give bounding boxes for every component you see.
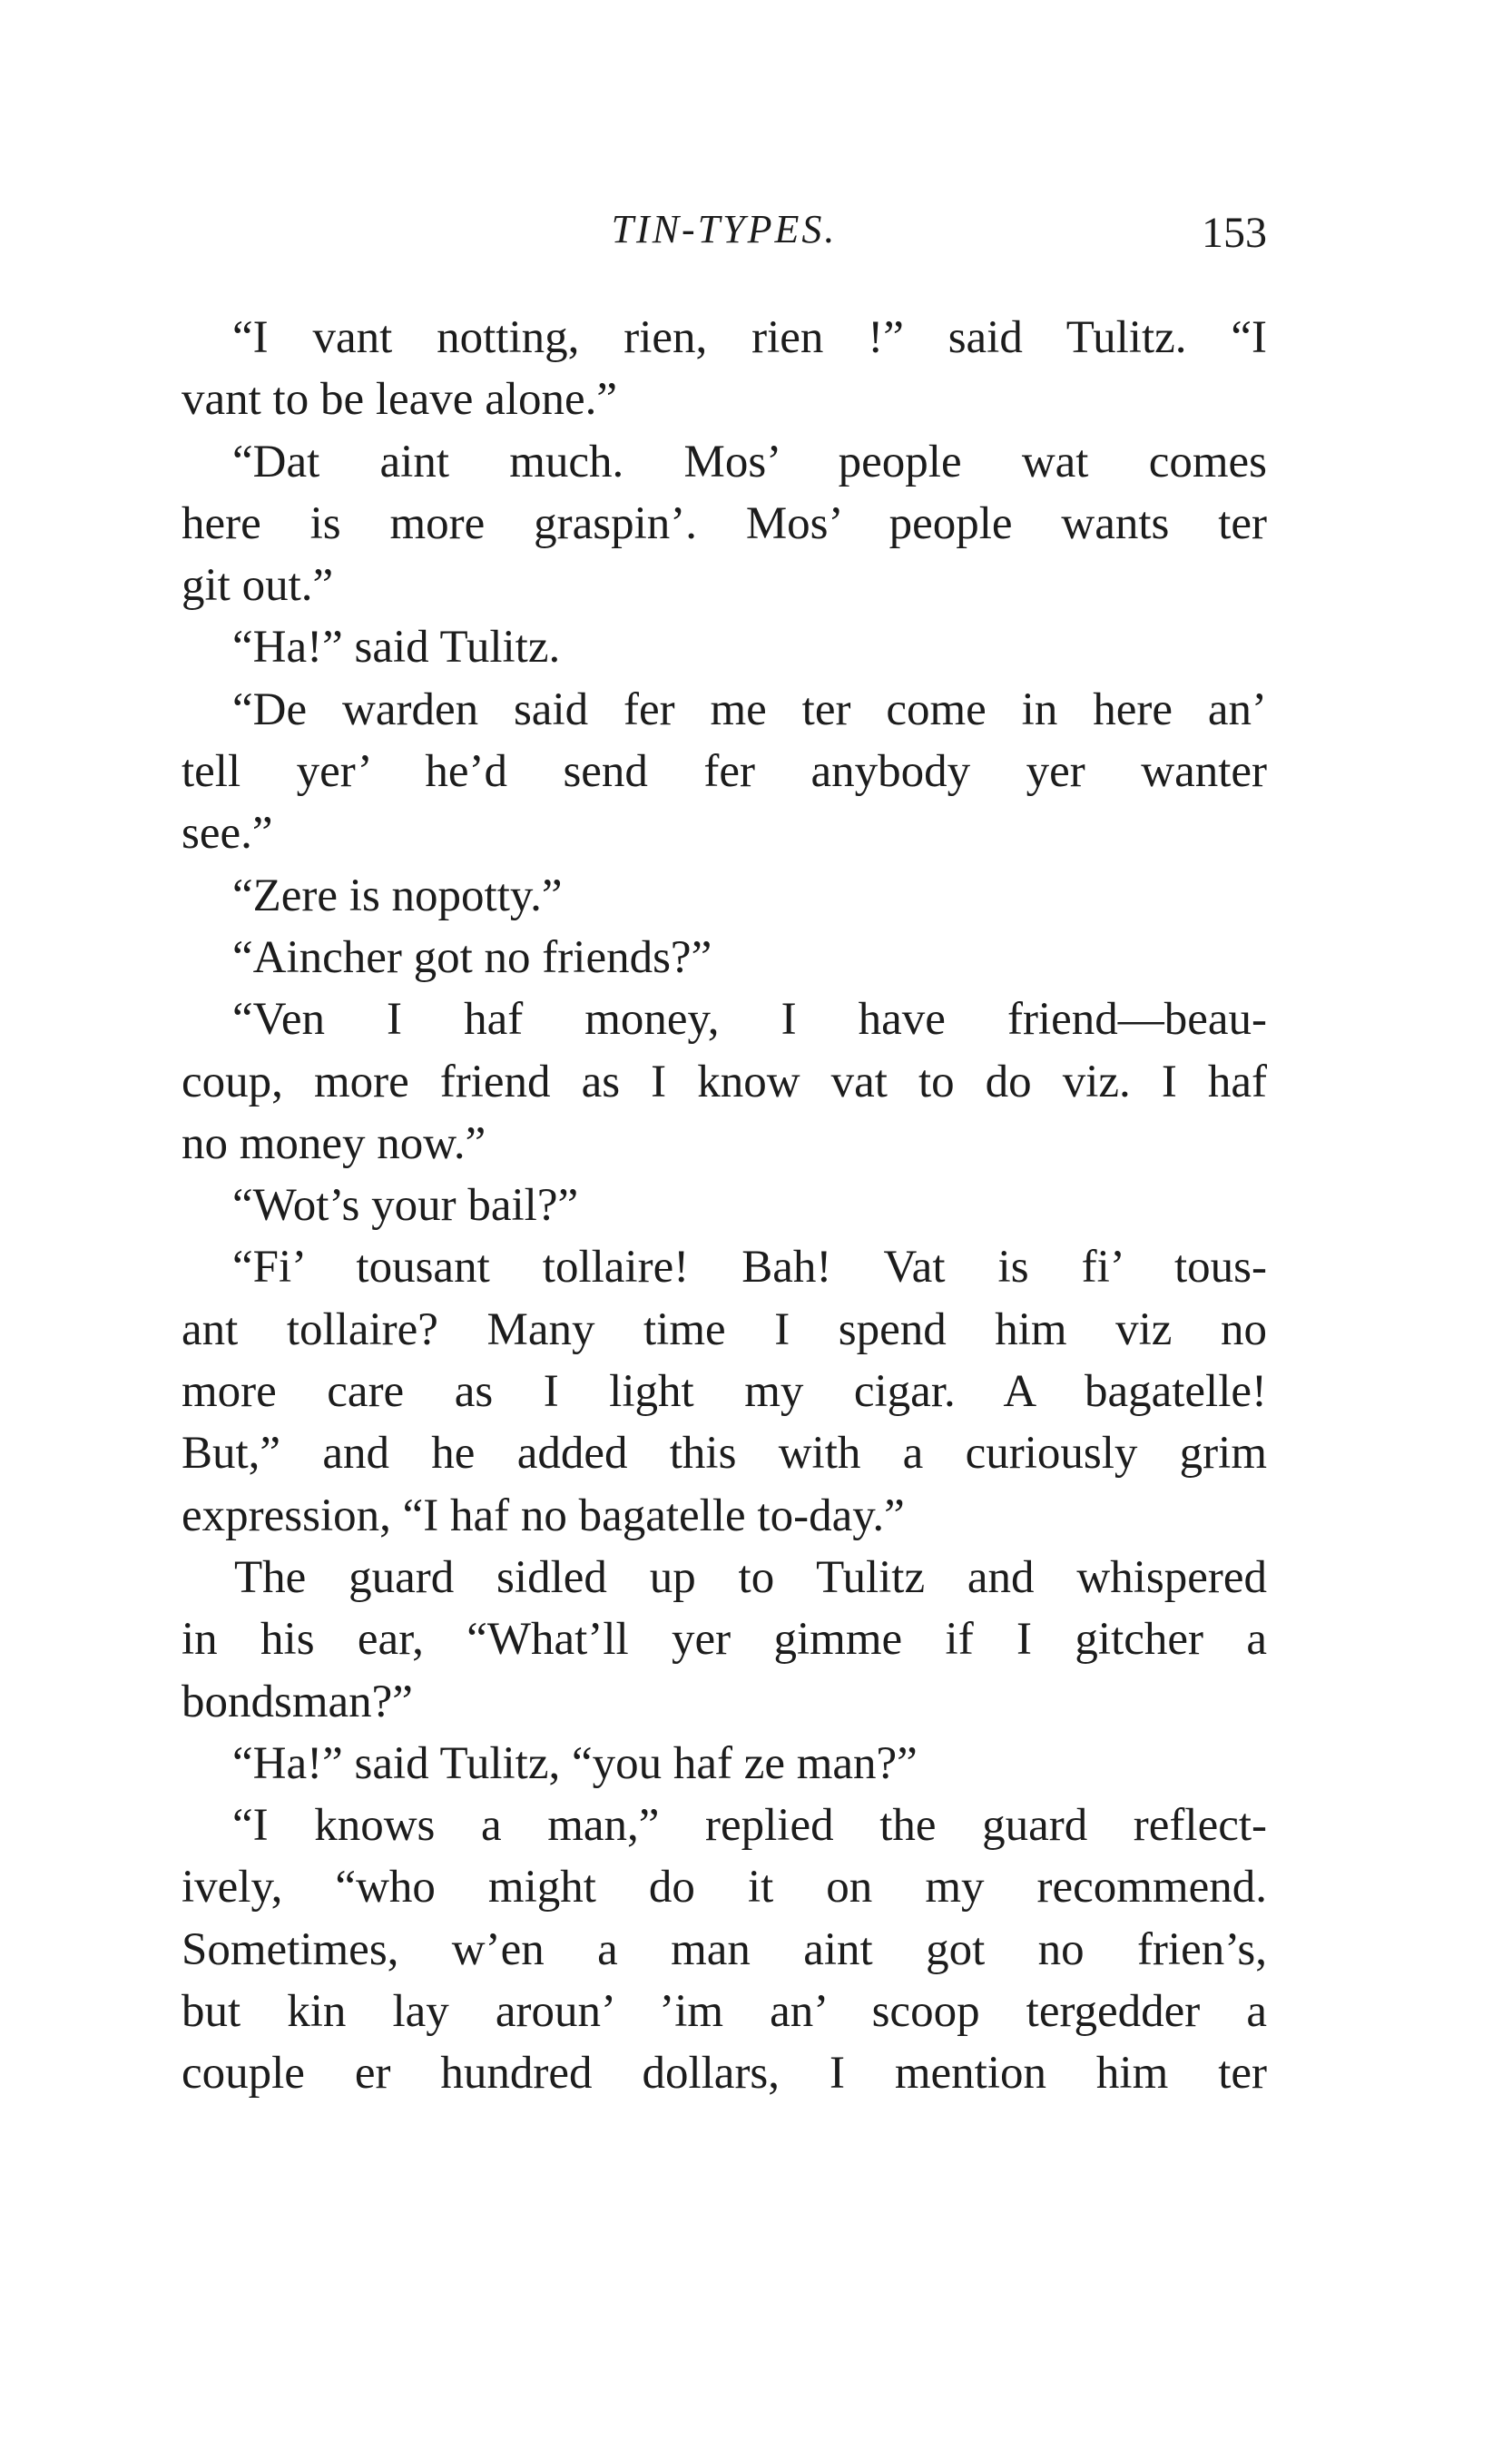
text-line: “Dat aint much. Mos’ people wat comes (232, 436, 1267, 487)
text-line: tell yer’ he’d send fer anybody yer wanter (182, 746, 1267, 798)
text-line: “Ha!” said Tulitz. (232, 622, 561, 674)
text-line: coup, more friend as I know vat to do viz. I haf (182, 1056, 1267, 1107)
text-line: “Zere is nopotty.” (232, 870, 563, 921)
text-line: “Aincher got no friends?” (232, 931, 712, 983)
text-line: in his ear, “What’ll yer gimme if I gitcher a (182, 1614, 1267, 1666)
text-line: expression, “I haf no bagatelle to-day.” (182, 1490, 905, 1541)
running-head (182, 198, 1267, 261)
text-line: But,” and he added this with a curiously grim (182, 1428, 1267, 1480)
text-line: vant to be leave alone.” (182, 374, 618, 426)
text-line: ively, “who might do it on my recommend. (182, 1862, 1267, 1913)
page-number: 153 (1202, 209, 1267, 257)
text-line: no money now.” (182, 1117, 486, 1169)
text-line: more care as I light my cigar. A bagatelle! (182, 1366, 1267, 1418)
text-line: git out.” (182, 560, 334, 612)
text-line: “Wot’s your bail?” (232, 1180, 579, 1232)
text-line: ant tollaire? Many time I spend him viz no (182, 1303, 1267, 1355)
text-line: The guard sidled up to Tulitz and whispered (234, 1551, 1267, 1603)
text-line: bondsman?” (182, 1676, 413, 1727)
text-line: here is more graspin’. Mos’ people wants ter (182, 497, 1267, 549)
text-line: “I vant notting, rien, rien !” said Tulitz. “I (232, 312, 1267, 363)
body-text (182, 307, 1267, 2105)
text-line: but kin lay aroun’ ’im an’ scoop tergedder a (182, 1986, 1267, 2038)
text-line: couple er hundred dollars, I mention him ter (182, 2048, 1267, 2100)
text-line: “Ven I haf money, I have friend—beau- (232, 994, 1267, 1046)
text-line: “Fi’ tousant tollaire! Bah! Vat is fi’ tous- (232, 1242, 1267, 1293)
running-title: TIN-TYPES. (611, 207, 838, 251)
text-line: “Ha!” said Tulitz, “you haf ze man?” (232, 1737, 918, 1789)
text-line: Sometimes, w’en a man aint got no frien’s, (182, 1923, 1267, 1975)
text-line: “I knows a man,” replied the guard reflect- (232, 1800, 1267, 1852)
text-line: see.” (182, 808, 273, 860)
text-line: “De warden said fer me ter come in here an’ (232, 684, 1267, 735)
